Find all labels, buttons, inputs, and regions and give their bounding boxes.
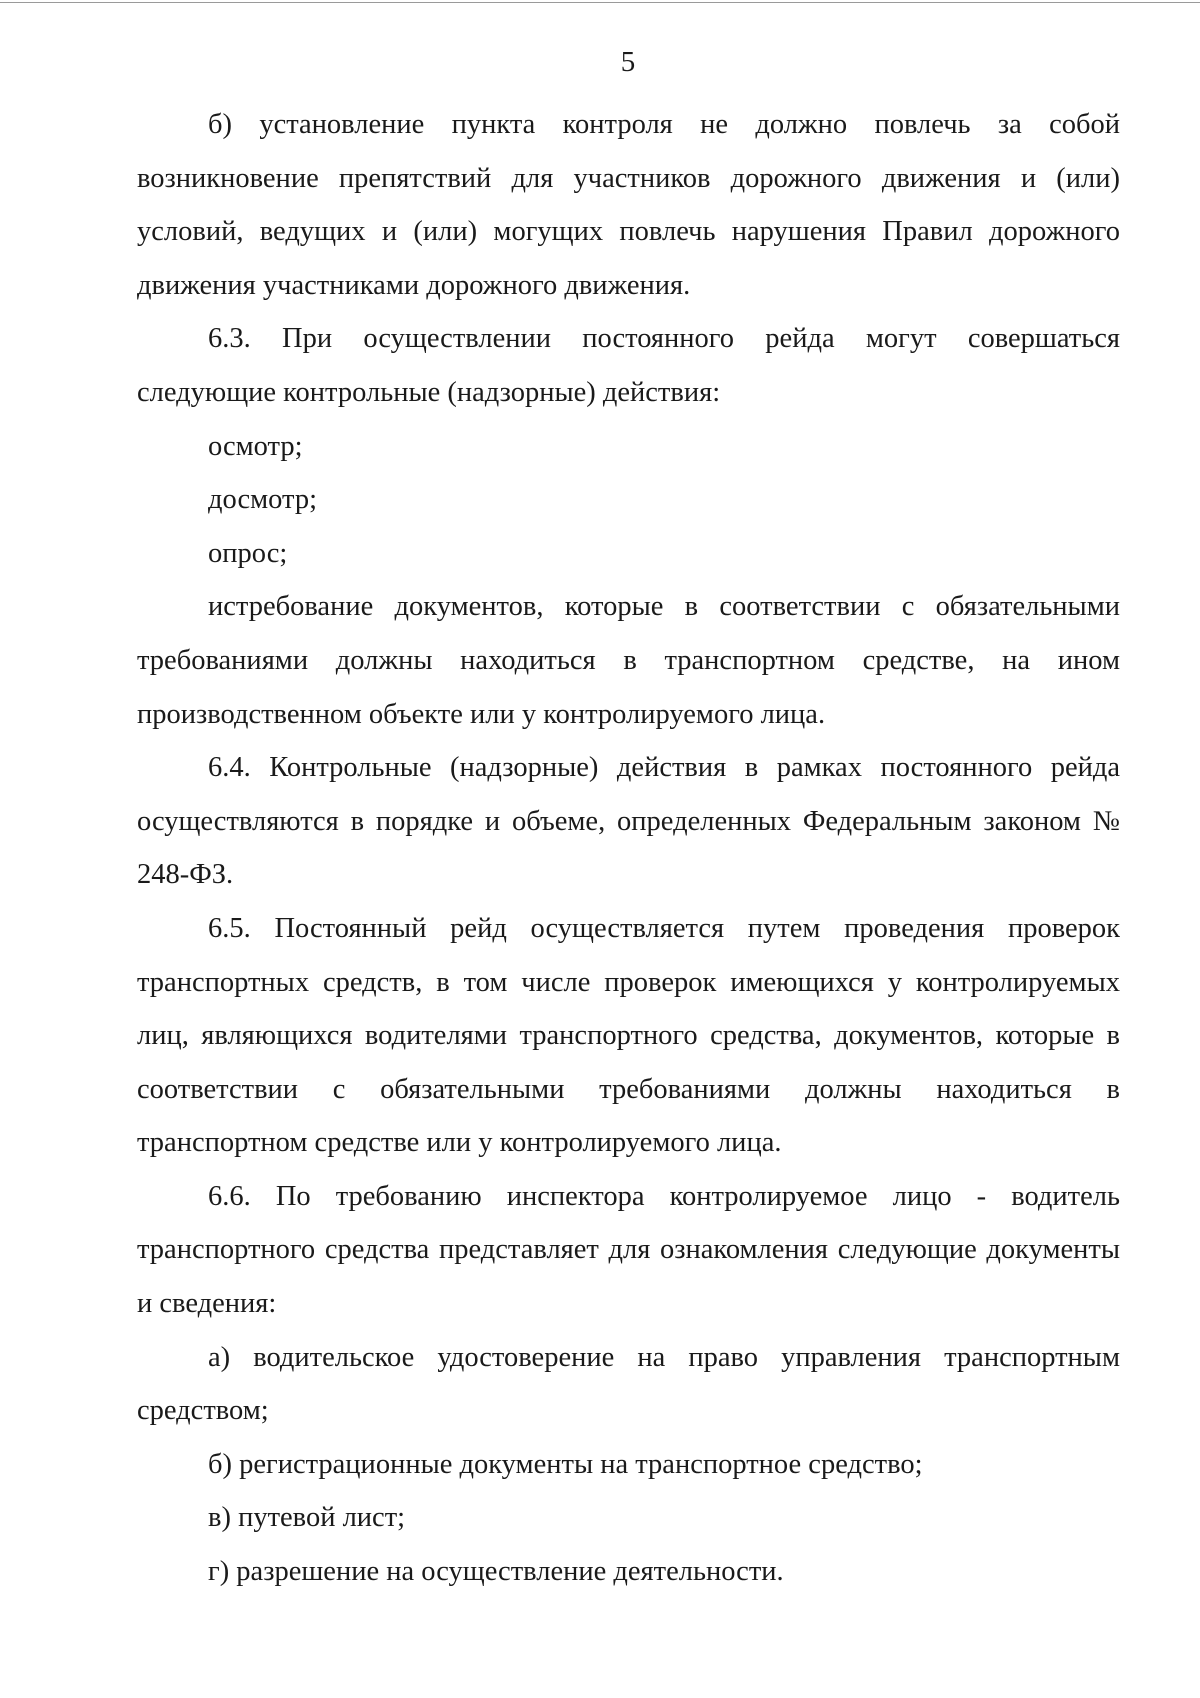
paragraph-6-5: 6.5. Постоянный рейд осуществляется путем проведения проверок транспортных средств, в том числе проверок имеющихся у контролируемых лиц, являющихся водителями транспортного средства, документов, которые в соответствии с обязательными требованиями должны находиться в транспортном средстве или у контролируемого лица. (137, 912, 1120, 1159)
paragraph-6-3: 6.3. При осуществлении постоянного рейда могут совершаться следующие контрольные (надзорные) действия: (137, 323, 1120, 408)
top-edge-line (0, 2, 1200, 3)
list-item-survey: опрос; (208, 537, 288, 569)
paragraph-6-6: 6.6. По требованию инспектора контролируемое лицо - водитель транспортного средства представляет для ознакомления следующие документы и сведения: (137, 1180, 1120, 1320)
list-item-activity-permit: г) разрешение на осуществление деятельности. (208, 1556, 784, 1588)
paragraph-6-4: 6.4. Контрольные (надзорные) действия в рамках постоянного рейда осуществляются в порядке и объеме, определенных Федеральным законом № 248-ФЗ. (137, 752, 1120, 891)
list-item-registration-documents: б) регистрационные документы на транспортное средство; (208, 1448, 923, 1480)
document-body (137, 98, 1120, 1599)
page-number: 5 (620, 46, 636, 78)
list-item-search: досмотр; (208, 484, 317, 516)
list-item-inspection: осмотр; (208, 430, 303, 462)
list-item-drivers-license: а) водительское удостоверение на право управления транспортным средством; (137, 1341, 1120, 1427)
list-item-document-request: истребование документов, которые в соответствии с обязательными требованиями должны находиться в транспортном средстве, на ином производственном объекте или у контролируемого лица. (137, 591, 1120, 730)
list-item-waybill: в) путевой лист; (208, 1502, 406, 1534)
paragraph-6-2-b: б) установление пункта контроля не должно повлечь за собой возникновение препятствий для участников дорожного движения и (или) условий, ведущих и (или) могущих повлечь нарушения Правил дорожного движения участниками дорожного движения. (137, 109, 1120, 301)
